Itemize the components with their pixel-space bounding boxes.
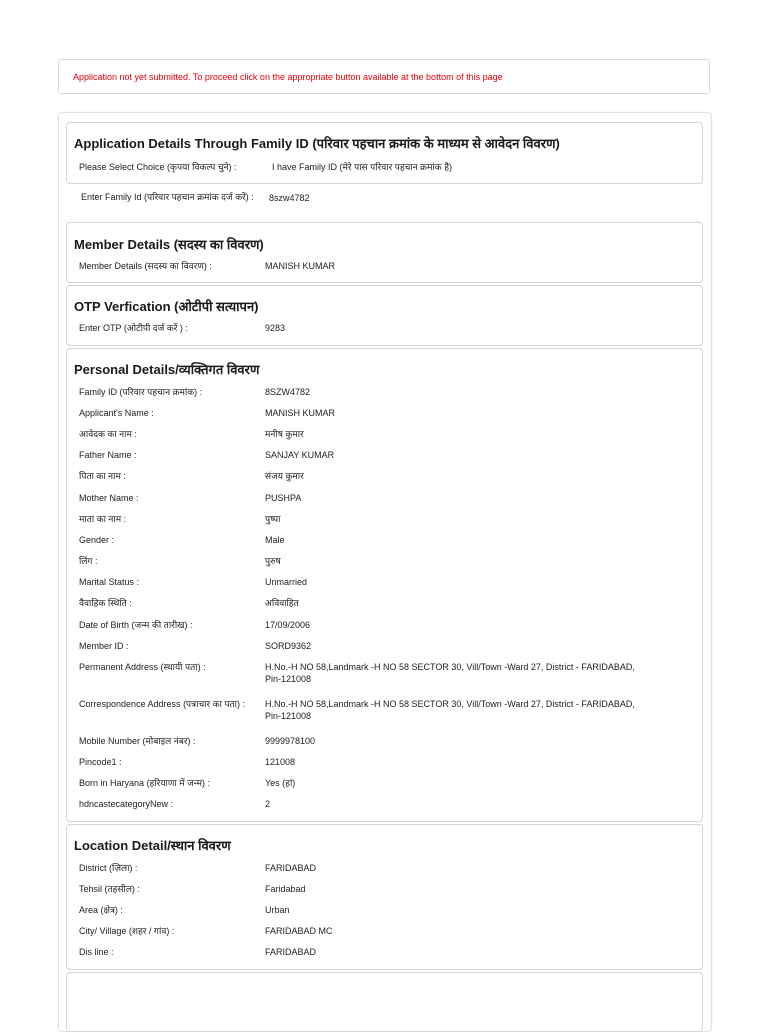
field-label: माता का नाम : (79, 514, 127, 524)
location-details-panel (66, 824, 703, 970)
choice-value: I have Family ID (मेरे पास परिवार पहचान क्रमांक है) (272, 162, 452, 172)
field-value: H.No.-H NO 58,Landmark -H NO 58 SECTOR 30, Vill/Town -Ward 27, District - FARIDABAD, Pin-121008 (265, 662, 635, 684)
field-label: Father Name : (79, 450, 137, 460)
field-value: Unmarried (265, 577, 308, 587)
field-value: 8SZW4782 (265, 387, 311, 397)
field-label: Area (क्षेत्र) : (79, 905, 123, 915)
field-label: Date of Birth (जन्म की तारीख) : (79, 620, 193, 630)
field-value: मनीष कुमार (265, 429, 304, 439)
choice-label: Please Select Choice (कृपया विकल्प चुने) : (79, 162, 237, 172)
field-label: hdncastecategoryNew : (79, 799, 174, 809)
field-label: Marital Status : (79, 577, 140, 587)
application-details-panel (66, 122, 703, 184)
field-value: Urban (265, 905, 290, 915)
field-value: 9999978100 (265, 736, 316, 746)
member-details-heading: Member Details (सदस्य का विवरण) (74, 237, 264, 252)
field-label: City/ Village (शहर / गांव) : (79, 926, 175, 936)
field-value: SORD9362 (265, 641, 312, 651)
application-details-heading: Application Details Through Family ID (परिवार पहचान क्रमांक के माध्यम से आवेदन विवरण) (74, 136, 560, 151)
field-label: District (ज़िला) : (79, 863, 138, 873)
field-label: Correspondence Address (पत्राचार का पता) : (79, 699, 246, 709)
field-value: Yes (हां) (265, 778, 296, 788)
next-section-panel (66, 972, 703, 1032)
field-label: Tehsil (तहसील) : (79, 884, 140, 894)
otp-value: 9283 (265, 323, 286, 333)
field-value: SANJAY KUMAR (265, 450, 335, 460)
field-label: पिता का नाम : (79, 471, 126, 481)
field-value: अविवाहित (265, 598, 299, 608)
field-value: संजय कुमार (265, 471, 304, 481)
field-label: Permanent Address (स्थायी पता) : (79, 662, 206, 672)
field-value: H.No.-H NO 58,Landmark -H NO 58 SECTOR 30, Vill/Town -Ward 27, District - FARIDABAD, Pin-121008 (265, 699, 635, 721)
field-value: FARIDABAD (265, 863, 317, 873)
field-label: Mobile Number (मोबाइल नंबर) : (79, 736, 196, 746)
field-value: FARIDABAD (265, 947, 317, 957)
field-label: आवेदक का नाम : (79, 429, 137, 439)
field-label: Member ID : (79, 641, 129, 651)
personal-details-panel (66, 348, 703, 822)
field-value: Male (265, 535, 285, 545)
otp-label: Enter OTP (ओटीपी दर्ज करें ) : (79, 323, 188, 333)
field-value: Faridabad (265, 884, 306, 894)
field-value: पुरुष (265, 556, 281, 566)
member-details-panel (66, 222, 703, 283)
field-label: Pincode1 : (79, 757, 122, 767)
field-value: PUSHPA (265, 493, 302, 503)
field-label: वैवाहिक स्थिति : (79, 598, 132, 608)
field-label: Gender : (79, 535, 115, 545)
member-details-value: MANISH KUMAR (265, 261, 336, 271)
field-label: Family ID (परिवार पहचान क्रमांक) : (79, 387, 203, 397)
field-value: 17/09/2006 (265, 620, 311, 630)
field-value: 2 (265, 799, 271, 809)
field-label: Applicant's Name : (79, 408, 154, 418)
field-value: 121008 (265, 757, 296, 767)
member-details-label: Member Details (सदस्य का विवरण) : (79, 261, 212, 271)
family-id-label: Enter Family Id (परिवार पहचान क्रमांक दर्ज करें) : (81, 192, 254, 202)
personal-details-heading: Personal Details/व्यक्तिगत विवरण (74, 362, 260, 377)
family-id-value: 8szw4782 (269, 193, 310, 203)
field-label: Born in Haryana (हरियाणा में जन्म) : (79, 778, 211, 788)
field-value: FARIDABAD MC (265, 926, 333, 936)
field-value: पुष्पा (265, 514, 281, 524)
otp-panel (66, 285, 703, 346)
field-label: लिंग : (79, 556, 98, 566)
field-label: Dis line : (79, 947, 114, 957)
application-status-alert: Application not yet submitted. To proceed click on the appropriate button available at the bottom of this page (58, 59, 710, 94)
location-details-heading: Location Detail/स्थान विवरण (74, 838, 231, 853)
field-value: MANISH KUMAR (265, 408, 336, 418)
family-id-entry (66, 187, 703, 223)
otp-heading: OTP Verfication (ओटीपी सत्यापन) (74, 299, 259, 314)
field-label: Mother Name : (79, 493, 139, 503)
